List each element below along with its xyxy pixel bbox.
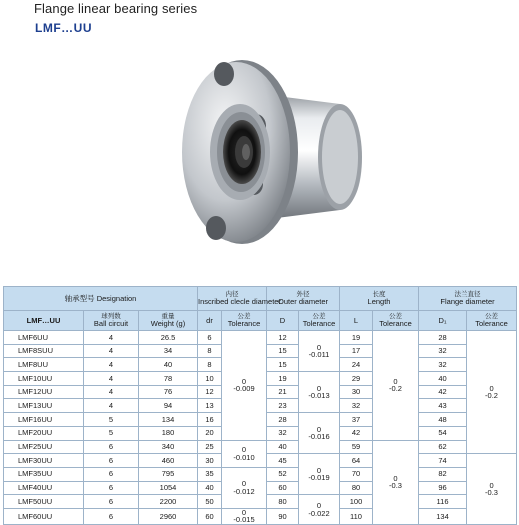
ball-circuit-header xyxy=(84,311,139,331)
tolerance-lower: -0.009 xyxy=(233,384,255,394)
ball-circuit-cn: 球列数 xyxy=(101,312,121,320)
weight-cell: 1054 xyxy=(139,481,198,495)
model-cell: LMF16UU xyxy=(4,413,84,427)
outer-diameter-cn: 外径 xyxy=(296,290,310,298)
tolerance-upper: 0 xyxy=(316,383,322,393)
outer-diameter-header xyxy=(267,287,340,311)
tolerance-cn: 公差 xyxy=(485,312,499,320)
ball-circuit-cell: 6 xyxy=(84,467,139,481)
inscribed-diameter-header xyxy=(198,287,281,311)
L-cell: 110 xyxy=(340,508,373,524)
dr-cell: 50 xyxy=(198,495,222,509)
ball-circuit-cell: 4 xyxy=(84,344,139,358)
weight-cell: 180 xyxy=(139,426,198,440)
weight-cell: 34 xyxy=(139,344,198,358)
tolerance-en: Tolerance xyxy=(227,319,261,328)
spec-table xyxy=(3,286,517,525)
model-cell: LMF6UU xyxy=(4,331,84,345)
ball-circuit-cell: 6 xyxy=(84,454,139,468)
L-tolerance-header xyxy=(373,311,419,331)
table-row xyxy=(4,508,517,524)
tolerance-cn: 公差 xyxy=(237,312,251,320)
dr-cell: 35 xyxy=(198,467,222,481)
model-cell: LMF25UU xyxy=(4,440,84,454)
D-cell: 32 xyxy=(267,426,299,440)
weight-cell: 78 xyxy=(139,372,198,386)
D-cell: 45 xyxy=(267,454,299,468)
model-cell: LMF40UU xyxy=(4,481,84,495)
tolerance-cn: 公差 xyxy=(312,312,326,320)
length-cn: 长度 xyxy=(372,290,386,298)
dr-cell: 40 xyxy=(198,481,222,495)
weight-cell: 795 xyxy=(139,467,198,481)
D1-cell: 82 xyxy=(419,467,467,481)
L-cell: 30 xyxy=(340,385,373,399)
ball-circuit-cell: 4 xyxy=(84,358,139,372)
weight-cell: 26.5 xyxy=(139,331,198,345)
L-tolerance-value xyxy=(373,440,419,524)
tolerance-lower: -0.015 xyxy=(233,515,255,525)
L-cell: 80 xyxy=(340,481,373,495)
dr-tolerance-value xyxy=(222,467,267,508)
tolerance-lower: -0.019 xyxy=(308,473,330,483)
ball-circuit-cell: 6 xyxy=(84,440,139,454)
L-cell: 70 xyxy=(340,467,373,481)
tolerance-upper: 0 xyxy=(316,465,322,475)
model-cell: LMF60UU xyxy=(4,508,84,524)
L-cell: 17 xyxy=(340,344,373,358)
dr-tolerance-header xyxy=(222,311,267,331)
L-cell: 24 xyxy=(340,358,373,372)
D-cell: 23 xyxy=(267,399,299,413)
D-cell: 15 xyxy=(267,344,299,358)
dr-header: dr xyxy=(198,311,222,331)
D-cell: 60 xyxy=(267,481,299,495)
D-tolerance-header xyxy=(299,311,340,331)
D-header: D xyxy=(267,311,299,331)
L-header: L xyxy=(340,311,373,331)
tolerance-lower: -0.022 xyxy=(308,508,330,518)
weight-header xyxy=(139,311,198,331)
tolerance-lower: -0.2 xyxy=(389,384,402,394)
D1-cell: 48 xyxy=(419,413,467,427)
D-tolerance-value xyxy=(299,372,340,413)
tolerance-upper: 0 xyxy=(489,480,494,490)
tolerance-lower: -0.3 xyxy=(485,488,498,498)
tolerance-upper: 0 xyxy=(316,501,322,511)
D-cell: 80 xyxy=(267,495,299,509)
dr-cell: 8 xyxy=(198,344,222,358)
ball-circuit-cell: 6 xyxy=(84,481,139,495)
tolerance-lower: -0.012 xyxy=(233,486,255,496)
series-title: Flange linear bearing series xyxy=(34,1,198,16)
D1-cell: 62 xyxy=(419,440,467,454)
table-row xyxy=(4,331,517,345)
model-header: LMF…UU xyxy=(4,311,84,331)
flange-bearing-image xyxy=(150,52,380,252)
model-cell: LMF10UU xyxy=(4,372,84,386)
length-header xyxy=(340,287,419,311)
dr-cell: 30 xyxy=(198,454,222,468)
flange-diameter-en: Flange diameter xyxy=(440,297,495,306)
tolerance-en: Tolerance xyxy=(475,319,508,328)
model-cell: LMF12UU xyxy=(4,385,84,399)
D-cell: 90 xyxy=(267,508,299,524)
weight-cell: 40 xyxy=(139,358,198,372)
outer-diameter-en: Outer diameter xyxy=(277,297,329,306)
table-header-group-row xyxy=(4,287,517,311)
model-cell: LMF8UU xyxy=(4,358,84,372)
table-row xyxy=(4,440,517,454)
ball-circuit-cell: 4 xyxy=(84,399,139,413)
weight-cell: 134 xyxy=(139,413,198,427)
L-cell: 19 xyxy=(340,331,373,345)
D-cell: 40 xyxy=(267,440,299,454)
table-header-sub-row xyxy=(4,311,517,331)
D1-cell: 32 xyxy=(419,358,467,372)
tolerance-upper: 0 xyxy=(241,507,247,517)
D-tolerance-value xyxy=(299,413,340,454)
dr-tolerance-value xyxy=(222,440,267,467)
tolerance-upper: 0 xyxy=(241,445,247,455)
dr-cell: 6 xyxy=(198,331,222,345)
table-row xyxy=(4,467,517,481)
dr-tolerance-value xyxy=(222,508,267,524)
dr-cell: 60 xyxy=(198,508,222,524)
ball-circuit-cell: 4 xyxy=(84,372,139,386)
D-cell: 21 xyxy=(267,385,299,399)
D-cell: 28 xyxy=(267,413,299,427)
model-cell: LMF30UU xyxy=(4,454,84,468)
model-cell: LMF35UU xyxy=(4,467,84,481)
D-cell: 52 xyxy=(267,467,299,481)
ball-circuit-cell: 6 xyxy=(84,508,139,524)
D1-cell: 74 xyxy=(419,454,467,468)
D1-tolerance-value xyxy=(467,331,517,454)
D-tolerance-value xyxy=(299,495,340,525)
D1-cell: 32 xyxy=(419,344,467,358)
dr-cell: 12 xyxy=(198,385,222,399)
tolerance-upper: 0 xyxy=(316,424,322,434)
weight-cell: 94 xyxy=(139,399,198,413)
L-cell: 37 xyxy=(340,413,373,427)
D-cell: 12 xyxy=(267,331,299,345)
D-cell: 19 xyxy=(267,372,299,386)
D1-cell: 116 xyxy=(419,495,467,509)
flange-diameter-header xyxy=(419,287,517,311)
weight-cell: 76 xyxy=(139,385,198,399)
model-cell: LMF8SUU xyxy=(4,344,84,358)
weight-en: Weight (g) xyxy=(150,319,186,328)
ball-circuit-cell: 5 xyxy=(84,426,139,440)
tolerance-lower: -0.011 xyxy=(308,350,330,360)
L-cell: 42 xyxy=(340,426,373,440)
L-cell: 64 xyxy=(340,454,373,468)
tolerance-lower: -0.013 xyxy=(308,391,330,401)
tolerance-upper: 0 xyxy=(393,376,398,386)
D1-tolerance-header xyxy=(467,311,517,331)
weight-cell: 340 xyxy=(139,440,198,454)
D1-cell: 43 xyxy=(419,399,467,413)
model-cell: LMF13UU xyxy=(4,399,84,413)
tolerance-upper: 0 xyxy=(241,376,247,386)
L-cell: 29 xyxy=(340,372,373,386)
ball-circuit-cell: 6 xyxy=(84,495,139,509)
L-cell: 100 xyxy=(340,495,373,509)
D1-cell: 54 xyxy=(419,426,467,440)
weight-cn: 重量 xyxy=(161,312,175,320)
D1-tolerance-value xyxy=(467,454,517,525)
D-tolerance-value xyxy=(299,331,340,372)
tolerance-lower: -0.010 xyxy=(233,452,255,462)
tolerance-en: Tolerance xyxy=(379,319,412,328)
dr-cell: 20 xyxy=(198,426,222,440)
tolerance-upper: 0 xyxy=(489,383,494,393)
designation-header: 轴承型号 Designation xyxy=(4,287,198,311)
ball-circuit-cell: 4 xyxy=(84,385,139,399)
dr-cell: 10 xyxy=(198,372,222,386)
D1-cell: 28 xyxy=(419,331,467,345)
weight-cell: 460 xyxy=(139,454,198,468)
tolerance-upper: 0 xyxy=(241,479,247,489)
model-cell: LMF50UU xyxy=(4,495,84,509)
weight-cell: 2200 xyxy=(139,495,198,509)
ball-circuit-cell: 5 xyxy=(84,413,139,427)
tolerance-lower: -0.2 xyxy=(485,391,498,401)
tolerance-cn: 公差 xyxy=(389,312,402,320)
D-tolerance-value xyxy=(299,454,340,495)
dr-cell: 8 xyxy=(198,358,222,372)
length-en: Length xyxy=(367,297,391,306)
tolerance-lower: -0.016 xyxy=(308,432,330,442)
tolerance-upper: 0 xyxy=(316,342,322,352)
ball-circuit-cell: 4 xyxy=(84,331,139,345)
inscribed-diameter-cn: 内径 xyxy=(225,290,239,298)
D1-cell: 134 xyxy=(419,508,467,524)
dr-cell: 16 xyxy=(198,413,222,427)
L-cell: 59 xyxy=(340,440,373,454)
model-code: LMF…UU xyxy=(35,21,92,35)
tolerance-lower: -0.3 xyxy=(389,481,402,491)
D-cell: 15 xyxy=(267,358,299,372)
tolerance-upper: 0 xyxy=(393,473,398,483)
D1-cell: 40 xyxy=(419,372,467,386)
tolerance-en: Tolerance xyxy=(302,319,336,328)
inscribed-diameter-en: Inscribed clecle diameter xyxy=(198,297,281,306)
dr-cell: 25 xyxy=(198,440,222,454)
dr-cell: 13 xyxy=(198,399,222,413)
model-cell: LMF20UU xyxy=(4,426,84,440)
table-body xyxy=(4,331,517,525)
weight-cell: 2960 xyxy=(139,508,198,524)
dr-tolerance-value xyxy=(222,331,267,441)
D1-cell: 96 xyxy=(419,481,467,495)
D1-cell: 42 xyxy=(419,385,467,399)
ball-circuit-en: Ball circuit xyxy=(93,319,129,328)
flange-diameter-cn: 法兰直径 xyxy=(454,290,481,298)
L-cell: 32 xyxy=(340,399,373,413)
L-tolerance-value xyxy=(373,331,419,441)
D1-header: D₁ xyxy=(419,311,467,331)
